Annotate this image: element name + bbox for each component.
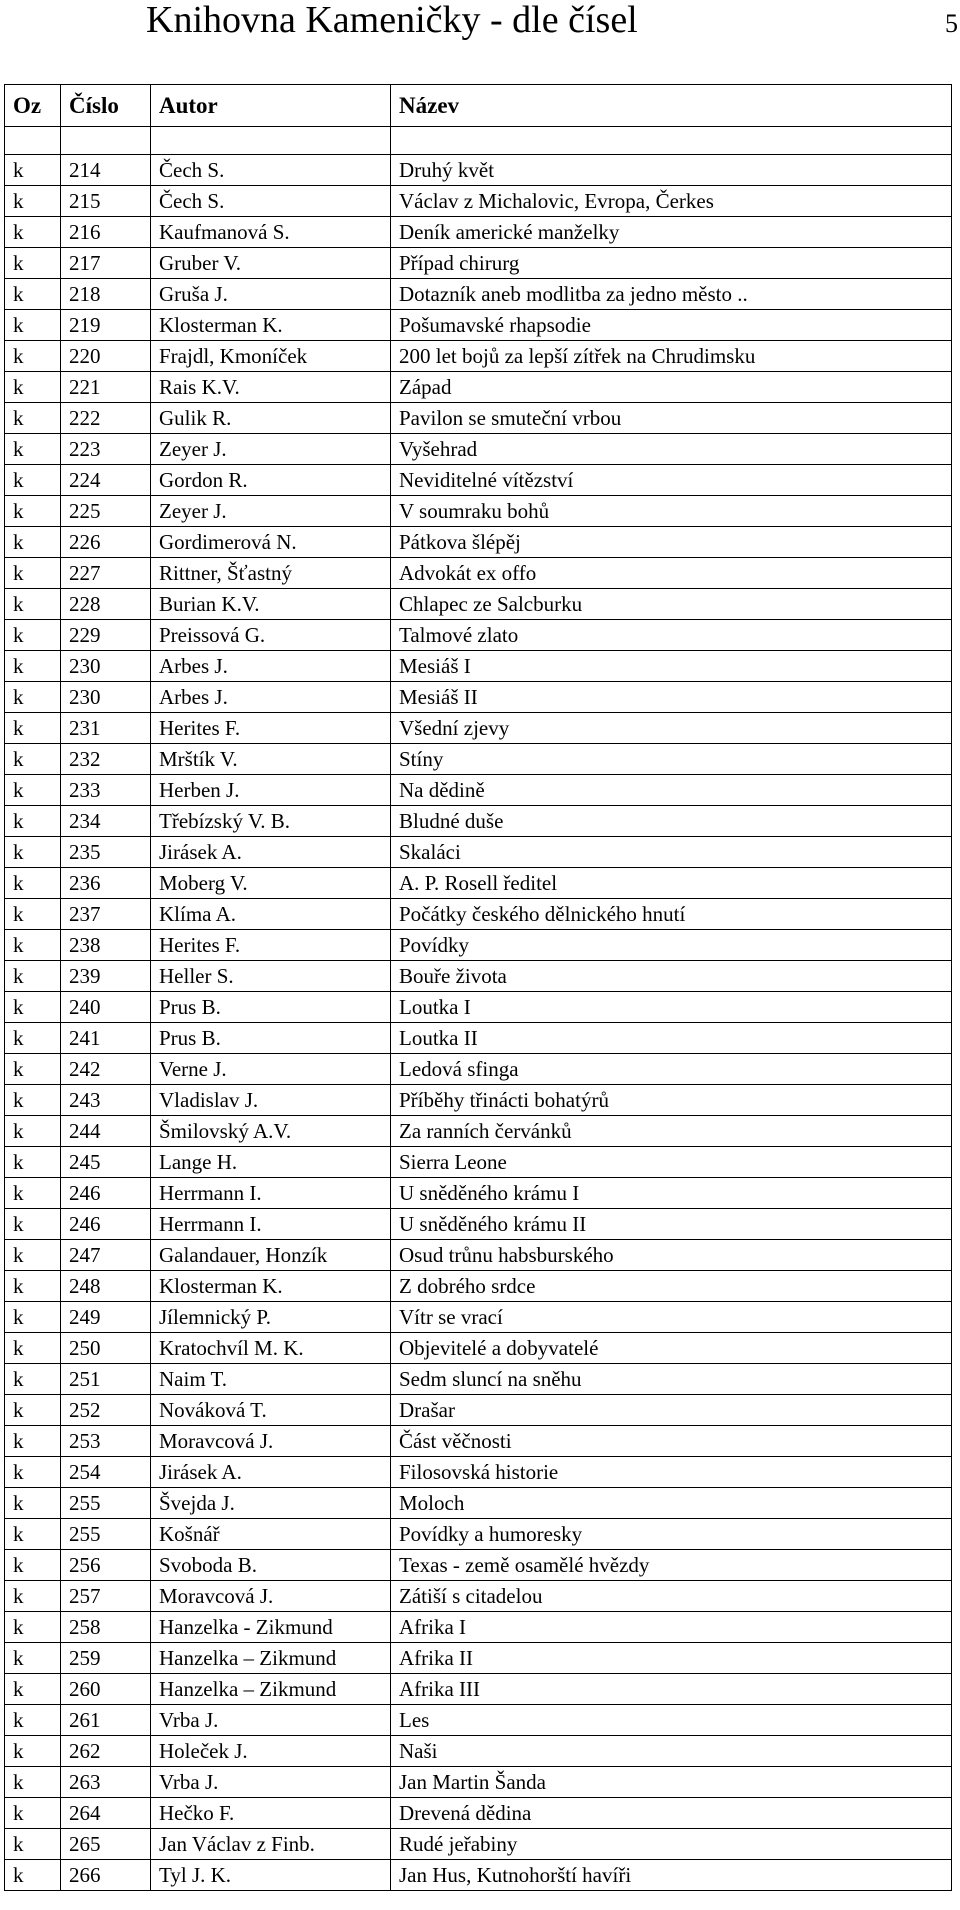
table-row [5,1829,952,1860]
table-row [5,1457,952,1488]
cell-autor: Moravcová J. [151,1426,391,1457]
cell-oz: k [5,496,61,527]
cell-nazev: Druhý květ [391,155,952,186]
cell-autor: Kratochvíl M. K. [151,1333,391,1364]
table-row [5,1736,952,1767]
cell-autor: Svoboda B. [151,1550,391,1581]
cell-oz: k [5,1457,61,1488]
cell-nazev: Filosovská historie [391,1457,952,1488]
table-row [5,434,952,465]
table-row [5,403,952,434]
cell-autor: Moberg V. [151,868,391,899]
cell-cislo: 243 [61,1085,151,1116]
cell-cislo: 237 [61,899,151,930]
cell-autor: Vladislav J. [151,1085,391,1116]
cell-nazev: V soumraku bohů [391,496,952,527]
table-body [5,127,952,1891]
cell-autor: Rittner, Šťastný [151,558,391,589]
cell-cislo: 219 [61,310,151,341]
cell-cislo: 240 [61,992,151,1023]
table-row [5,806,952,837]
cell-nazev: Texas - země osamělé hvězdy [391,1550,952,1581]
cell-oz: k [5,1643,61,1674]
cell-autor: Preissová G. [151,620,391,651]
cell-autor: Nováková T. [151,1395,391,1426]
cell-oz: k [5,558,61,589]
page-number: 5 [945,9,958,38]
cell-nazev: U sněděného krámu I [391,1178,952,1209]
cell-oz: k [5,1612,61,1643]
cell-oz: k [5,279,61,310]
table-row [5,372,952,403]
cell-oz: k [5,186,61,217]
cell-cislo: 255 [61,1519,151,1550]
table-row [5,465,952,496]
column-header-autor: Autor [151,85,391,127]
table-row [5,837,952,868]
cell-cislo: 224 [61,465,151,496]
cell-cislo: 233 [61,775,151,806]
cell-cislo: 215 [61,186,151,217]
table-row [5,155,952,186]
cell-autor: Švejda J. [151,1488,391,1519]
cell-oz: k [5,310,61,341]
table-row [5,558,952,589]
cell-cislo: 265 [61,1829,151,1860]
cell-oz: k [5,1023,61,1054]
cell-oz: k [5,1178,61,1209]
cell-nazev: Loutka I [391,992,952,1023]
cell-oz: k [5,1550,61,1581]
cell-cislo: 261 [61,1705,151,1736]
cell-autor: Jílemnický P. [151,1302,391,1333]
cell-autor: Herrmann I. [151,1209,391,1240]
cell-oz: k [5,1054,61,1085]
cell-autor: Hanzelka – Zikmund [151,1643,391,1674]
cell-oz: k [5,217,61,248]
cell-nazev: Na dědině [391,775,952,806]
cell-cislo: 249 [61,1302,151,1333]
cell-autor: Verne J. [151,1054,391,1085]
table-row [5,1767,952,1798]
cell-autor: Gulik R. [151,403,391,434]
cell-autor: Prus B. [151,992,391,1023]
table-row [5,341,952,372]
cell-cislo: 228 [61,589,151,620]
cell-autor: Naim T. [151,1364,391,1395]
cell-cislo: 226 [61,527,151,558]
cell-oz: k [5,1271,61,1302]
cell-nazev: Počátky českého dělnického hnutí [391,899,952,930]
cell-oz: k [5,465,61,496]
cell-nazev: Vyšehrad [391,434,952,465]
cell-oz: k [5,868,61,899]
cell-autor: Klíma A. [151,899,391,930]
cell-nazev: Západ [391,372,952,403]
table-row [5,651,952,682]
cell-nazev: Pátkova šlépěj [391,527,952,558]
cell-oz: k [5,527,61,558]
cell-oz: k [5,1767,61,1798]
cell-nazev: Sierra Leone [391,1147,952,1178]
cell-cislo: 248 [61,1271,151,1302]
table-row [5,1116,952,1147]
cell-nazev: Jan Martin Šanda [391,1767,952,1798]
cell-nazev: Afrika I [391,1612,952,1643]
cell-cislo: 258 [61,1612,151,1643]
cell-oz: k [5,1736,61,1767]
cell-oz: k [5,248,61,279]
cell-nazev: Pošumavské rhapsodie [391,310,952,341]
cell-cislo: 241 [61,1023,151,1054]
cell-cislo: 236 [61,868,151,899]
cell-oz: k [5,1116,61,1147]
cell-autor: Mrštík V. [151,744,391,775]
table-row [5,527,952,558]
cell-oz: k [5,1488,61,1519]
cell-autor: Čech S. [151,186,391,217]
cell-cislo: 256 [61,1550,151,1581]
cell-cislo: 229 [61,620,151,651]
cell-autor: Heller S. [151,961,391,992]
cell-cislo: 217 [61,248,151,279]
cell-oz: k [5,1085,61,1116]
table-row [5,1550,952,1581]
column-header-nazev: Název [391,85,952,127]
table-row [5,1643,952,1674]
table-row [5,1240,952,1271]
cell-cislo: 255 [61,1488,151,1519]
cell-cislo: 227 [61,558,151,589]
cell-nazev: Afrika III [391,1674,952,1705]
cell-autor: Vrba J. [151,1705,391,1736]
cell-nazev: Povídky [391,930,952,961]
cell-nazev: Drevená dědina [391,1798,952,1829]
cell-oz: k [5,1302,61,1333]
cell-nazev: Jan Hus, Kutnohorští havíři [391,1860,952,1891]
table-row [5,1364,952,1395]
cell-cislo: 251 [61,1364,151,1395]
cell-nazev: Drašar [391,1395,952,1426]
cell-cislo: 244 [61,1116,151,1147]
document-title: Knihovna Kameničky - dle čísel [146,0,638,41]
table-row [5,1860,952,1891]
cell-autor: Galandauer, Honzík [151,1240,391,1271]
cell-autor: Jirásek A. [151,1457,391,1488]
table-row [5,1612,952,1643]
cell-nazev: Deník americké manželky [391,217,952,248]
cell-oz: k [5,992,61,1023]
cell-autor: Hečko F. [151,1798,391,1829]
cell-nazev: 200 let bojů za lepší zítřek na Chrudimsku [391,341,952,372]
cell-autor: Frajdl, Kmoníček [151,341,391,372]
cell-autor: Lange H. [151,1147,391,1178]
table-row [5,310,952,341]
cell-oz: k [5,1519,61,1550]
cell-cislo: 250 [61,1333,151,1364]
cell-oz: k [5,1798,61,1829]
table-row [5,1333,952,1364]
cell-cislo: 238 [61,930,151,961]
cell-nazev: Vítr se vrací [391,1302,952,1333]
cell-nazev: Objevitelé a dobyvatelé [391,1333,952,1364]
cell-oz: k [5,1147,61,1178]
table-row [5,899,952,930]
cell-autor: Gruša J. [151,279,391,310]
cell-nazev: Sedm sluncí na sněhu [391,1364,952,1395]
table-row [5,1674,952,1705]
cell-autor: Gruber V. [151,248,391,279]
cell-nazev: Ledová sfinga [391,1054,952,1085]
cell-autor: Moravcová J. [151,1581,391,1612]
cell-cislo: 252 [61,1395,151,1426]
table-row [5,589,952,620]
table-row [5,1271,952,1302]
cell-oz: k [5,1364,61,1395]
cell-cislo: 242 [61,1054,151,1085]
cell-cislo: 225 [61,496,151,527]
cell-autor: Herites F. [151,930,391,961]
cell-nazev: Z dobrého srdce [391,1271,952,1302]
cell-nazev: Příběhy třinácti bohatýrů [391,1085,952,1116]
table-row [5,186,952,217]
spacer-cell [61,127,151,155]
cell-oz: k [5,713,61,744]
table-row [5,1519,952,1550]
cell-oz: k [5,1209,61,1240]
page-header [0,0,960,60]
cell-cislo: 246 [61,1209,151,1240]
cell-oz: k [5,1395,61,1426]
cell-autor: Klosterman K. [151,1271,391,1302]
cell-oz: k [5,372,61,403]
cell-autor: Kaufmanová S. [151,217,391,248]
cell-oz: k [5,620,61,651]
table-row [5,1581,952,1612]
cell-autor: Třebízský V. B. [151,806,391,837]
cell-cislo: 221 [61,372,151,403]
cell-nazev: Rudé jeřabiny [391,1829,952,1860]
table-row [5,775,952,806]
table-row [5,868,952,899]
cell-nazev: Les [391,1705,952,1736]
column-header-oz: Oz [5,85,61,127]
table-row [5,961,952,992]
table-row [5,744,952,775]
table-row [5,620,952,651]
cell-cislo: 245 [61,1147,151,1178]
cell-cislo: 220 [61,341,151,372]
cell-nazev: Neviditelné vítězství [391,465,952,496]
cell-nazev: Povídky a humoresky [391,1519,952,1550]
cell-cislo: 230 [61,682,151,713]
cell-oz: k [5,403,61,434]
table-row [5,1085,952,1116]
table-row [5,1488,952,1519]
cell-autor: Košnář [151,1519,391,1550]
table-row [5,1705,952,1736]
cell-cislo: 232 [61,744,151,775]
cell-nazev: Dotazník aneb modlitba za jedno město .. [391,279,952,310]
table-row [5,1426,952,1457]
table-row [5,992,952,1023]
cell-oz: k [5,837,61,868]
cell-oz: k [5,1674,61,1705]
table-row [5,248,952,279]
cell-cislo: 263 [61,1767,151,1798]
table-row [5,1178,952,1209]
cell-oz: k [5,651,61,682]
cell-cislo: 254 [61,1457,151,1488]
cell-autor: Zeyer J. [151,496,391,527]
cell-autor: Rais K.V. [151,372,391,403]
cell-autor: Jirásek A. [151,837,391,868]
cell-autor: Holeček J. [151,1736,391,1767]
cell-nazev: A. P. Rosell ředitel [391,868,952,899]
cell-nazev: Zátiší s citadelou [391,1581,952,1612]
table-row [5,682,952,713]
cell-oz: k [5,1705,61,1736]
cell-cislo: 230 [61,651,151,682]
cell-cislo: 223 [61,434,151,465]
cell-autor: Arbes J. [151,682,391,713]
cell-nazev: Moloch [391,1488,952,1519]
cell-cislo: 247 [61,1240,151,1271]
cell-nazev: Bludné duše [391,806,952,837]
cell-cislo: 222 [61,403,151,434]
cell-nazev: Skaláci [391,837,952,868]
cell-autor: Klosterman K. [151,310,391,341]
table-row [5,1054,952,1085]
cell-cislo: 257 [61,1581,151,1612]
cell-nazev: Mesiáš II [391,682,952,713]
cell-autor: Jan Václav z Finb. [151,1829,391,1860]
spacer-row [5,127,952,155]
spacer-cell [391,127,952,155]
cell-oz: k [5,341,61,372]
cell-nazev: Talmové zlato [391,620,952,651]
cell-oz: k [5,1426,61,1457]
cell-nazev: Václav z Michalovic, Evropa, Čerkes [391,186,952,217]
cell-oz: k [5,589,61,620]
cell-cislo: 259 [61,1643,151,1674]
cell-nazev: Stíny [391,744,952,775]
cell-nazev: Část věčnosti [391,1426,952,1457]
cell-autor: Zeyer J. [151,434,391,465]
cell-oz: k [5,806,61,837]
cell-cislo: 235 [61,837,151,868]
cell-autor: Prus B. [151,1023,391,1054]
table-row [5,1147,952,1178]
cell-oz: k [5,1581,61,1612]
cell-nazev: Loutka II [391,1023,952,1054]
column-header-cislo: Číslo [61,85,151,127]
cell-autor: Burian K.V. [151,589,391,620]
cell-cislo: 218 [61,279,151,310]
header-row [5,85,952,127]
cell-autor: Hanzelka - Zikmund [151,1612,391,1643]
table-row [5,496,952,527]
cell-autor: Arbes J. [151,651,391,682]
table-row [5,1302,952,1333]
cell-nazev: Pavilon se smuteční vrbou [391,403,952,434]
cell-cislo: 262 [61,1736,151,1767]
cell-nazev: Advokát ex offo [391,558,952,589]
table-row [5,930,952,961]
cell-cislo: 260 [61,1674,151,1705]
cell-nazev: U sněděného krámu II [391,1209,952,1240]
cell-autor: Hanzelka – Zikmund [151,1674,391,1705]
cell-cislo: 264 [61,1798,151,1829]
spacer-cell [5,127,61,155]
cell-oz: k [5,1333,61,1364]
cell-nazev: Chlapec ze Salcburku [391,589,952,620]
cell-autor: Gordimerová N. [151,527,391,558]
cell-autor: Tyl J. K. [151,1860,391,1891]
cell-cislo: 234 [61,806,151,837]
cell-cislo: 231 [61,713,151,744]
cell-oz: k [5,1240,61,1271]
cell-oz: k [5,434,61,465]
cell-cislo: 246 [61,1178,151,1209]
table-row [5,1023,952,1054]
cell-nazev: Za ranních červánků [391,1116,952,1147]
cell-autor: Herites F. [151,713,391,744]
cell-autor: Herben J. [151,775,391,806]
cell-cislo: 214 [61,155,151,186]
cell-autor: Čech S. [151,155,391,186]
book-table [4,84,952,1891]
cell-oz: k [5,682,61,713]
cell-nazev: Případ chirurg [391,248,952,279]
cell-nazev: Osud trůnu habsburského [391,1240,952,1271]
cell-oz: k [5,899,61,930]
cell-autor: Gordon R. [151,465,391,496]
table-row [5,1798,952,1829]
cell-autor: Vrba J. [151,1767,391,1798]
table-row [5,1209,952,1240]
cell-autor: Šmilovský A.V. [151,1116,391,1147]
table-row [5,1395,952,1426]
cell-cislo: 239 [61,961,151,992]
cell-nazev: Všední zjevy [391,713,952,744]
cell-cislo: 253 [61,1426,151,1457]
cell-cislo: 266 [61,1860,151,1891]
cell-nazev: Afrika II [391,1643,952,1674]
cell-nazev: Bouře života [391,961,952,992]
cell-cislo: 216 [61,217,151,248]
cell-oz: k [5,1860,61,1891]
cell-nazev: Naši [391,1736,952,1767]
cell-oz: k [5,744,61,775]
cell-oz: k [5,155,61,186]
table-row [5,713,952,744]
table-row [5,217,952,248]
spacer-cell [151,127,391,155]
table-row [5,279,952,310]
cell-oz: k [5,775,61,806]
cell-oz: k [5,961,61,992]
cell-oz: k [5,1829,61,1860]
cell-oz: k [5,930,61,961]
cell-autor: Herrmann I. [151,1178,391,1209]
cell-nazev: Mesiáš I [391,651,952,682]
